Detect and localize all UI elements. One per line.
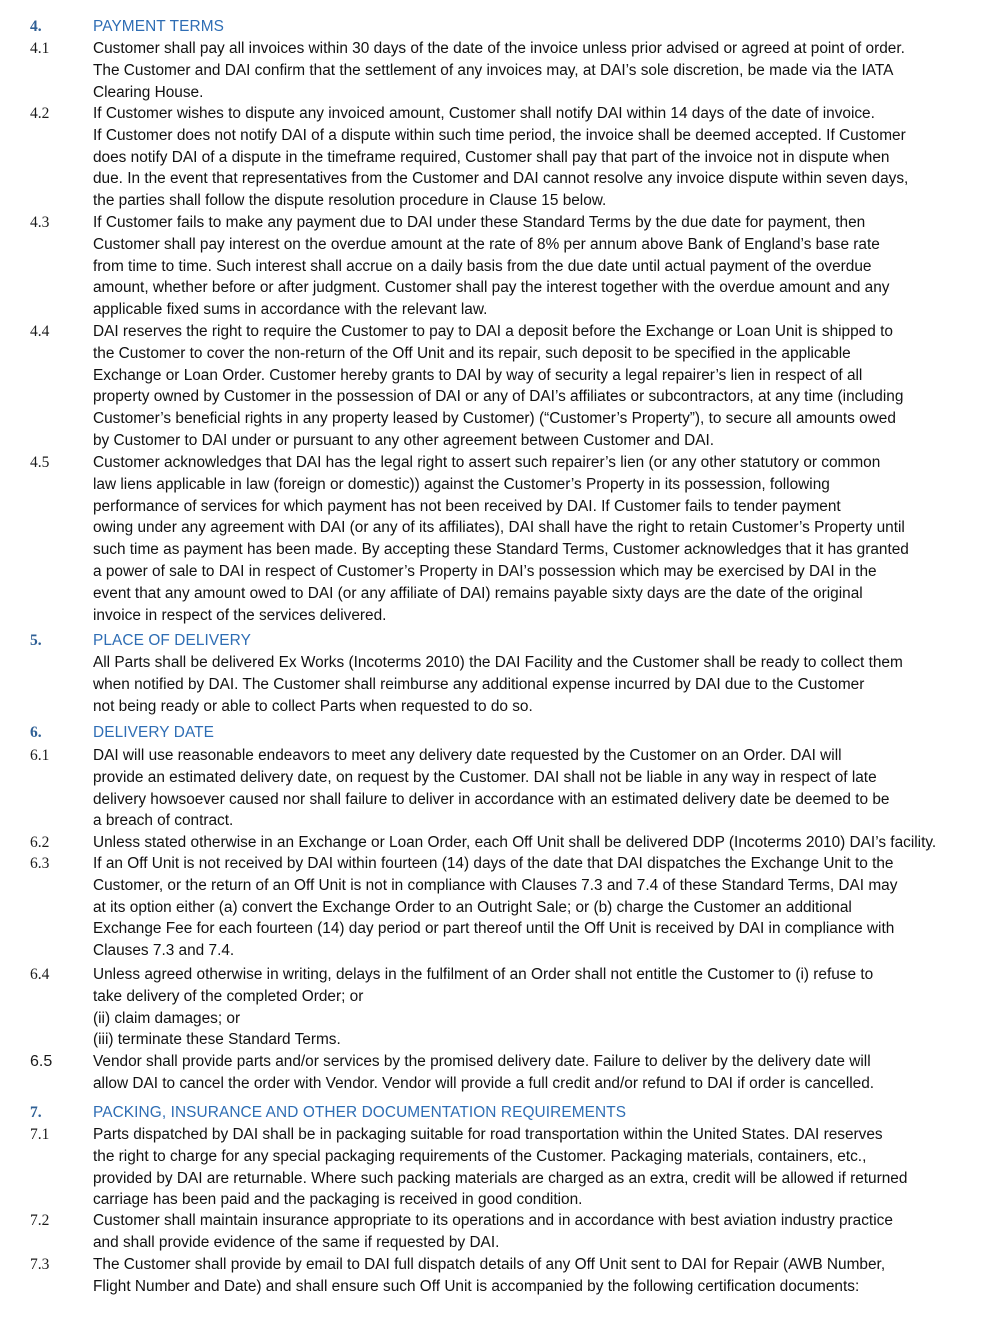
section-title: DELIVERY DATE (93, 724, 215, 741)
clause-number: 4.5 (30, 454, 50, 471)
clause-number: 6.4 (30, 966, 50, 983)
clause-text: Customer shall pay all invoices within 30 days of the date of the invoice unless prior advised or agreed at point of order. The Customer and DAI confirm that the settlement of any invoices may, at DAI’s sole discretion, be made via the IATA Clearing House. (93, 40, 905, 101)
clause-text: Customer shall maintain insurance appropriate to its operations and in accordance with best aviation industry practice and shall provide evidence of the same if requested by DAI. (93, 1212, 893, 1251)
clause-number: 4.4 (30, 323, 50, 340)
clause-number: 7.3 (30, 1256, 50, 1273)
section-title: PACKING, INSURANCE AND OTHER DOCUMENTATION REQUIREMENTS (93, 1104, 627, 1121)
clause-text: Unless stated otherwise in an Exchange or Loan Order, each Off Unit shall be delivered DDP (Incoterms 2010) DAI’s facility. (93, 834, 937, 851)
section-title: PLACE OF DELIVERY (93, 632, 251, 649)
clause-number: 6.3 (30, 855, 50, 872)
clause-text: DAI reserves the right to require the Customer to pay to DAI a deposit before the Exchange or Loan Unit is shipped to the Customer to cover the non-return of the Off Unit and its repair, such deposit to be specified in the applicable Exchange or Loan Order. Customer hereby grants to DAI by way of security a legal repairer’s lien in respect of all property owned by Customer in the possession of DAI or any of DAI’s affiliates or subcontractors, at any time (including Customer’s beneficial rights in any property leased by Customer) (“Customer’s Property”), to secure all amounts owed by Customer to DAI under or pursuant to any other agreement between Customer and DAI. (93, 323, 904, 449)
clause-text: Parts dispatched by DAI shall be in packaging suitable for road transportation within the United States. DAI reserves the right to charge for any special packaging requirements of the Customer. Packaging materials, containers, etc., provided by DAI are returnable. Where such packing materials are charged as an extra, credit will be allowed if returned carriage has been paid and the packaging is received in good condition. (93, 1126, 908, 1209)
clause-text: If Customer wishes to dispute any invoiced amount, Customer shall notify DAI within 14 days of the date of invoice. If Customer does not notify DAI of a dispute within such time period, the invoice shall be deemed accepted. If Customer does notify DAI of a dispute in the timeframe required, Customer shall pay that part of the invoice not in dispute when due. In the event that representatives from the Customer and DAI cannot resolve any invoice dispute within seven days, the parties shall follow the dispute resolution procedure in Clause 15 below. (93, 105, 909, 210)
clause-text: If an Off Unit is not received by DAI within fourteen (14) days of the date that DAI dispatches the Exchange Unit to the Customer, or the return of an Off Unit is not in compliance with Clauses 7.3 and 7.4 of these Standard Terms, DAI may at its option either (a) convert the Exchange Order to an Outright Sale; or (b) charge the Customer an additional Exchange Fee for each fourteen (14) day period or part thereof until the Off Unit is received by DAI in compliance with Clauses 7.3 and 7.4. (93, 855, 898, 960)
section-number: 7. (30, 1104, 42, 1121)
clause-number: 6.2 (30, 834, 50, 851)
clause-number: 7.2 (30, 1212, 50, 1229)
section-title: PAYMENT TERMS (93, 18, 224, 35)
clause-text: Customer acknowledges that DAI has the legal right to assert such repairer’s lien (or any other statutory or common law liens applicable in law (foreign or domestic)) against the Customer’s Property in its possession, following performance of services for which payment has not been received by DAI. If Customer fails to tender payment owing under any agreement with DAI (or any of its affiliates), DAI shall have the right to retain Customer’s Property until such time as payment has been made. By accepting these Standard Terms, Customer acknowledges that it has granted a power of sale to DAI in respect of Customer’s Property in DAI’s possession which may be exercised by DAI in the event that any amount owed to DAI (or any affiliate of DAI) remains payable sixty days are the date of the original invoice in respect of the services delivered. (93, 454, 909, 624)
clause-text: Vendor shall provide parts and/or services by the promised delivery date. Failure to deliver by the delivery date will allow DAI to cancel the order with Vendor. Vendor will provide a full credit and/or refund to DAI if order is cancelled. (93, 1053, 875, 1092)
clause-text: DAI will use reasonable endeavors to meet any delivery date requested by the Customer on an Order. DAI will provide an estimated delivery date, on request by the Customer. DAI shall not be liable in any way in respect of late delivery howsoever caused nor shall failure to deliver in accordance with an estimated delivery date be deemed to be a breach of contract. (93, 747, 890, 830)
section-number: 6. (30, 724, 42, 741)
section-number: 4. (30, 18, 42, 35)
clause-number: 7.1 (30, 1126, 50, 1143)
clause-text: If Customer fails to make any payment due to DAI under these Standard Terms by the due date for payment, then Customer shall pay interest on the overdue amount at the rate of 8% per annum above Bank of England’s base rate from time to time. Such interest shall accrue on a daily basis from the due date until actual payment of the overdue amount, whether before or after judgment. Customer shall pay the interest together with the overdue amount and any applicable fixed sums in accordance with the relevant law. (93, 214, 890, 319)
clause-number: 6.1 (30, 747, 50, 764)
clause-text: Unless agreed otherwise in writing, delays in the fulfilment of an Order shall not entitle the Customer to (i) refuse to take delivery of the completed Order; or (ii) claim damages; or (iii) terminate these Standard Terms. (93, 966, 874, 1049)
section-number: 5. (30, 632, 42, 649)
clause-number: 4.1 (30, 40, 50, 57)
clause-number: 6.5 (30, 1053, 53, 1070)
section-text: All Parts shall be delivered Ex Works (Incoterms 2010) the DAI Facility and the Customer shall be ready to collect them when notified by DAI. The Customer shall reimburse any additional expense incurred by DAI due to the Customer not being ready or able to collect Parts when requested to do so. (93, 654, 903, 715)
clause-number: 4.3 (30, 214, 50, 231)
clause-number: 4.2 (30, 105, 50, 122)
clause-text: The Customer shall provide by email to DAI full dispatch details of any Off Unit sent to DAI for Repair (AWB Number, Flight Number and Date) and shall ensure such Off Unit is accompanied by the following certification documents: (93, 1256, 886, 1295)
